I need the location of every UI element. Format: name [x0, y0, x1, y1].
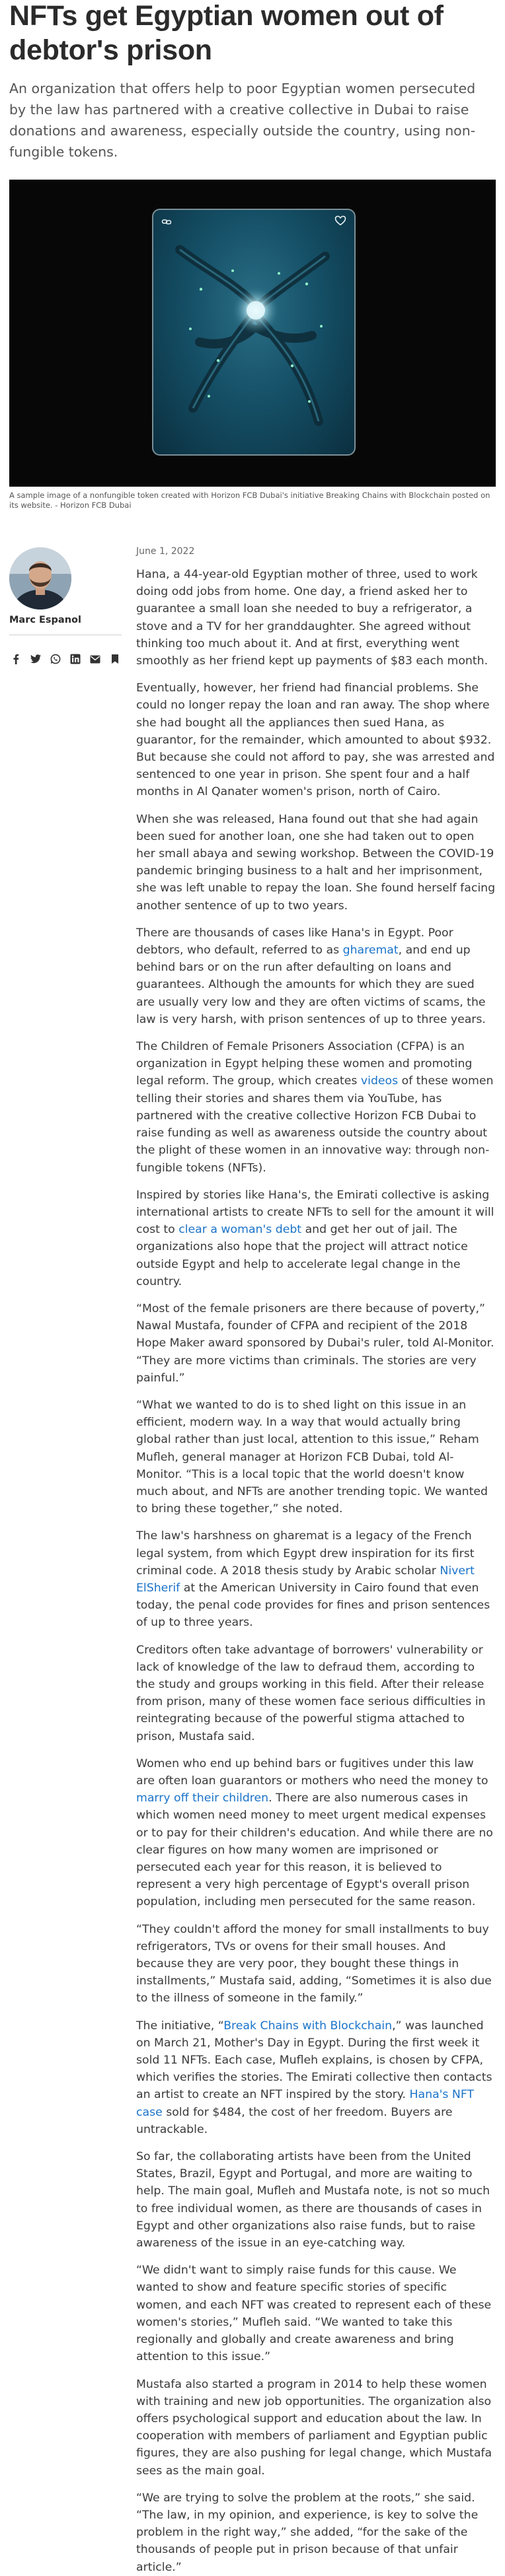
headline: NFTs get Egyptian women out of debtor's prison	[9, 0, 444, 66]
paragraph	[136, 924, 496, 1028]
bookmark-icon[interactable]	[110, 654, 120, 664]
publish-date: June 1, 2022	[136, 546, 195, 557]
share-bar	[9, 654, 136, 664]
chain-illustration	[153, 210, 354, 454]
avatar[interactable]	[9, 547, 71, 609]
text-run: ,” was launched on March 21, Mother's Day in Egypt. During the first week it sold 11 NFTs. Each case, Mufleh explains, is chosen by CFPA, which verifies the stories. The Emirati collective then contacts an artist to create an NFT inspired by the story.	[136, 2019, 492, 2102]
whatsapp-icon[interactable]	[50, 654, 61, 664]
text-run: There are thousands of cases like Hana's in Egypt. Poor debtors, who default, referred to as	[136, 926, 453, 957]
text-run: . There are also numerous cases in which women need money to meet urgent medical expenses or to pay for their children's education. And while there are no clear figures on how many women are imprisoned or persecuted each year for this reason, it is believed to represent a very high percentage of Egypt's overall prison population, including men persecuted for the same reason.	[136, 1792, 493, 1909]
article-columns	[9, 547, 496, 2576]
paragraph: Creditors often take advantage of borrowers' vulnerability or lack of knowledge of the law to defraud them, according to the study and groups working in this field. After their release from prison, many of these women face serious difficulties in reintegrating because of the powerful stigma attached to prison, Mustafa said.	[136, 1643, 486, 1743]
paragraph: When she was released, Hana found out that she had again been sued for another loan, one she had taken out to open her small abaya and sewing workshop. Between the COVID-19 pandemic bringing business to a halt and her imprisonment, she was left unable to repay the loan. She found herself facing another sentence of up to two years.	[136, 812, 496, 913]
image-caption: A sample image of a nonfungible token created with Horizon FCB Dubai's initiative Breaking Chains with Blockchain posted on its website. - Horizon FCB Dubai	[9, 491, 490, 510]
article-body	[136, 547, 496, 2576]
text-run: and get her out of jail. The organizations also hope that the project will attract notice outside Egypt and help to accelerate legal change in the country.	[136, 1223, 468, 1288]
hero-image	[9, 180, 496, 487]
paragraph: Hana, a 44-year-old Egyptian mother of three, used to work doing odd jobs from home. One day, a friend asked her to guarantee a small loan she needed to buy a refrigerator, a stove and a TV for her granddaughter. She agreed without thinking too much about it. And at first, everything went smoothly as her friend kept up payments of $83 each month.	[136, 568, 488, 668]
marry-off-children-link[interactable]: marry off their children	[136, 1792, 269, 1805]
break-chains-link[interactable]: Break Chains with Blockchain	[223, 2019, 393, 2033]
paragraph: Mustafa also started a program in 2014 to help these women with training and new job opportunities. The organization also offers psychological support and education about the law. In cooperation with members of parliament and Egyptian public figures, they are also pushing for legal change, which Mustafa sees as the main goal.	[136, 2377, 492, 2478]
paragraph	[136, 2017, 496, 2138]
text-run: The initiative, “	[136, 2019, 224, 2033]
paragraph: “We are trying to solve the problem at the roots,” she said. “The law, in my opinion, and experience, is key to solve the problem in the right way,” she added, “for the sake of the thousands of people put in prison because of that unfair article.”	[136, 2491, 479, 2574]
text-run: at the American University in Cairo found that even today, the penal code provides for fines and prison sentences of up to three years.	[136, 1581, 490, 1630]
paragraph: “What we wanted to do is to shed light on this issue in an efficient, modern way. In a way that would actually bring global rather than just local, attention to this issue,” Reham Mufleh, general manager at Horizon FCB Dubai, told Al-Monitor. “This is a local topic that the world doesn't know much about, and NFTs are another trending topic. We wanted to bring these together,” she noted.	[136, 1398, 488, 1516]
gharemat-link[interactable]: gharemat	[342, 944, 399, 957]
paragraph: “They couldn't afford the money for small installments to buy refrigerators, TVs or ovens for their small houses. And because they are very poor, they bought these things in installments,” Mustafa said, adding, “Sometimes it is also due to the illness of someone in the family.”	[136, 1922, 492, 2005]
dek: An organization that offers help to poor Egyptian women persecuted by the law has partnered with a creative collective in Dubai to raise donations and awareness, especially outside the country, using non-fungible tokens.	[9, 81, 476, 160]
text-run: Inspired by stories like Hana's, the Emirati collective is asking international artists to create NFTs to sell for the amount it will cost to	[136, 1188, 494, 1237]
paragraph	[136, 1527, 496, 1631]
nivert-elsherif-link[interactable]: Nivert ElSherif	[136, 1564, 475, 1595]
text-run: , and end up behind bars or on the run after defaulting on loans and guarantees. Although the amounts for which they are sued are usually very low and they are often victims of scams, the law is very harsh, with prison sentences of up to three years.	[136, 944, 486, 1026]
text-run: The law's harshness on gharemat is a legacy of the French legal system, from which Egypt drew inspiration for its first criminal code. A 2018 thesis study by Arabic scholar	[136, 1529, 475, 1578]
paragraph: “Most of the female prisoners are there because of poverty,” Nawal Mustafa, founder of CFPA and recipient of the 2018 Hope Maker award sponsored by Dubai's ruler, told Al-Monitor. “They are more victims than criminals. The stories are very painful.”	[136, 1302, 494, 1385]
author-name[interactable]: Marc Espanol	[9, 615, 81, 625]
twitter-icon[interactable]	[30, 654, 41, 664]
videos-link[interactable]: videos	[360, 1074, 399, 1088]
paragraph: “We didn't want to simply raise funds for this cause. We wanted to show and feature specific stories of specific women, and each NFT was created to represent each of these women's stories,” Mufleh said. “We wanted to take this regionally and globally and create awareness and bring attention to this issue.”	[136, 2264, 492, 2364]
author-sidebar	[9, 547, 136, 2576]
email-icon[interactable]	[90, 654, 100, 664]
text-run: sold for $484, the cost of her freedom. Buyers are untrackable.	[136, 2105, 453, 2136]
facebook-icon[interactable]	[11, 654, 21, 664]
paragraph: So far, the collaborating artists have been from the United States, Brazil, Egypt and Portugal, and more are waiting to help. The main goal, Mufleh and Mustafa note, is not so much to free individual women, as there are thousands of cases in Egypt and other organizations also raise funds, but to raise awareness of the issue in an eye-catching way.	[136, 2150, 490, 2250]
text-run: The Children of Female Prisoners Association (CFPA) is an organization in Egypt helping these women and promoting legal reform. The group, which creates	[136, 1040, 473, 1088]
hanas-nft-case-link[interactable]: Hana's NFT case	[136, 2088, 475, 2119]
paragraph	[136, 1038, 496, 1177]
text-run: Women who end up behind bars or fugitives under this law are often loan guarantors or mothers who need the money to	[136, 1757, 488, 1788]
linkedin-icon[interactable]	[70, 654, 81, 664]
paragraph	[136, 1187, 496, 1290]
paragraph: Eventually, however, her friend had financial problems. She could no longer repay the loan and ran away. The shop where she had bought all the appliances then sued Hana, as guarantor, for the remainder, which amounted to about $932. But because she could not afford to pay, she was arrested and sentenced to one year in prison. She spent four and a half months in Al Qanater women's prison, north of Cairo.	[136, 681, 495, 799]
clear-debt-link[interactable]: clear a woman's debt	[178, 1223, 302, 1237]
text-run: of these women telling their stories and shares them via YouTube, has partnered with the creative collective Horizon FCB Dubai to raise funding as well as awareness outside the country about the plight of these women in an innovative way: through non-fungible tokens (NFTs).	[136, 1074, 494, 1175]
paragraph	[136, 1755, 496, 1911]
nft-artwork	[152, 209, 356, 456]
